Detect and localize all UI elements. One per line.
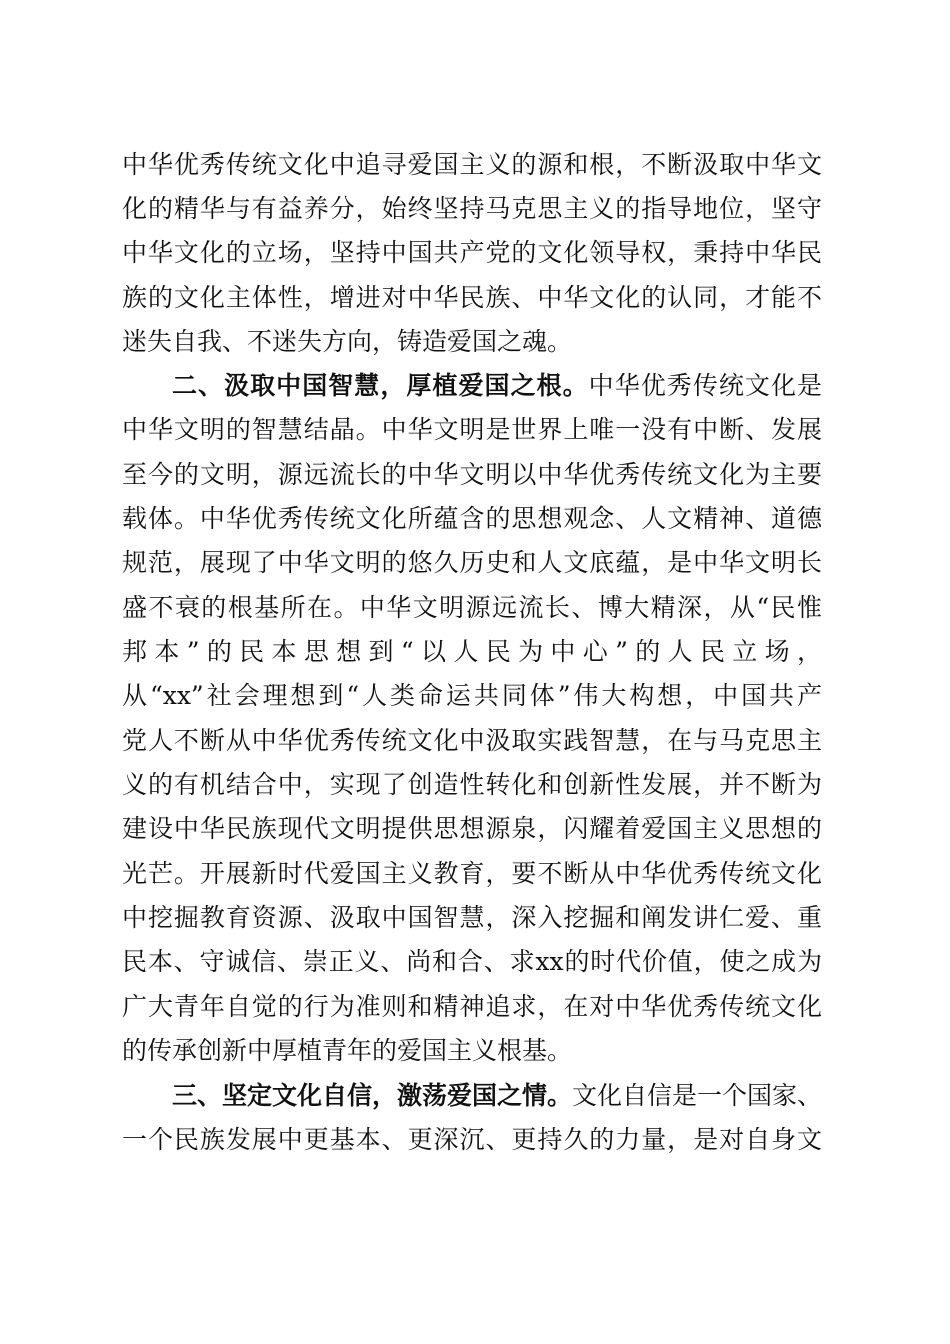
section-heading: 二、汲取中国智慧，厚植爱国之根。 — [172, 371, 589, 400]
section-heading-line — [172, 1078, 822, 1114]
paragraph-line: 义的有机结合中，实现了创造性转化和创新性发展，并不断为 — [122, 770, 822, 799]
paragraph-line: 的传承创新中厚植青年的爱国主义根基。 — [122, 1036, 573, 1065]
paragraph-line: 中挖掘教育资源、汲取中国智慧，深入挖掘和阐发讲仁爱、重 — [122, 903, 822, 932]
paragraph-line: 中华文化的立场，坚持中国共产党的文化领导权，秉持中华民 — [122, 238, 822, 267]
paragraph-line: 广大青年自觉的行为准则和精神追求，在对中华优秀传统文化 — [122, 992, 822, 1021]
section-heading: 三、坚定文化自信，激荡爱国之情。 — [172, 1081, 573, 1110]
paragraph-line: 光芒。开展新时代爱国主义教育，要不断从中华优秀传统文化 — [122, 859, 822, 888]
paragraph-line: 建设中华民族现代文明提供思想源泉，闪耀着爱国主义思想的 — [122, 814, 822, 843]
heading-line-rest: 中华优秀传统文化是 — [588, 371, 822, 400]
paragraph-line: 载体。中华优秀传统文化所蕴含的思想观念、人文精神、道德 — [122, 504, 822, 533]
paragraph-line: 规范，展现了中华文明的悠久历史和人文底蕴，是中华文明长 — [122, 548, 822, 577]
paragraph-line: 中华文明的智慧结晶。中华文明是世界上唯一没有中断、发展 — [122, 415, 822, 444]
heading-line-rest: 文化自信是一个国家、 — [572, 1081, 823, 1110]
paragraph-line: 民本、守诚信、崇正义、尚和合、求xx的时代价值，使之成为 — [122, 947, 822, 976]
paragraph-line: 从“xx”社会理想到“人类命运共同体”伟大构想，中国共产 — [122, 681, 822, 710]
paragraph-line: 盛不衰的根基所在。中华文明源远流长、博大精深，从“民惟 — [122, 593, 822, 622]
paragraph-line: 党人不断从中华优秀传统文化中汲取实践智慧，在与马克思主 — [122, 726, 822, 755]
section-heading-line — [172, 368, 822, 404]
paragraph-line: 化的精华与有益养分，始终坚持马克思主义的指导地位，坚守 — [122, 194, 822, 223]
paragraph-line: 中华优秀传统文化中追寻爱国主义的源和根，不断汲取中华文 — [122, 150, 822, 179]
paragraph-line: 至今的文明，源远流长的中华文明以中华优秀传统文化为主要 — [122, 460, 822, 489]
paragraph-line: 一个民族发展中更基本、更深沉、更持久的力量，是对自身文 — [122, 1125, 822, 1154]
paragraph-line: 族的文化主体性，增进对中华民族、中华文化的认同，才能不 — [122, 283, 822, 312]
paragraph-line: 迷失自我、不迷失方向，铸造爱国之魂。 — [122, 327, 573, 356]
paragraph-line: 邦本”的民本思想到“以人民为中心”的人民立场， — [122, 637, 822, 666]
